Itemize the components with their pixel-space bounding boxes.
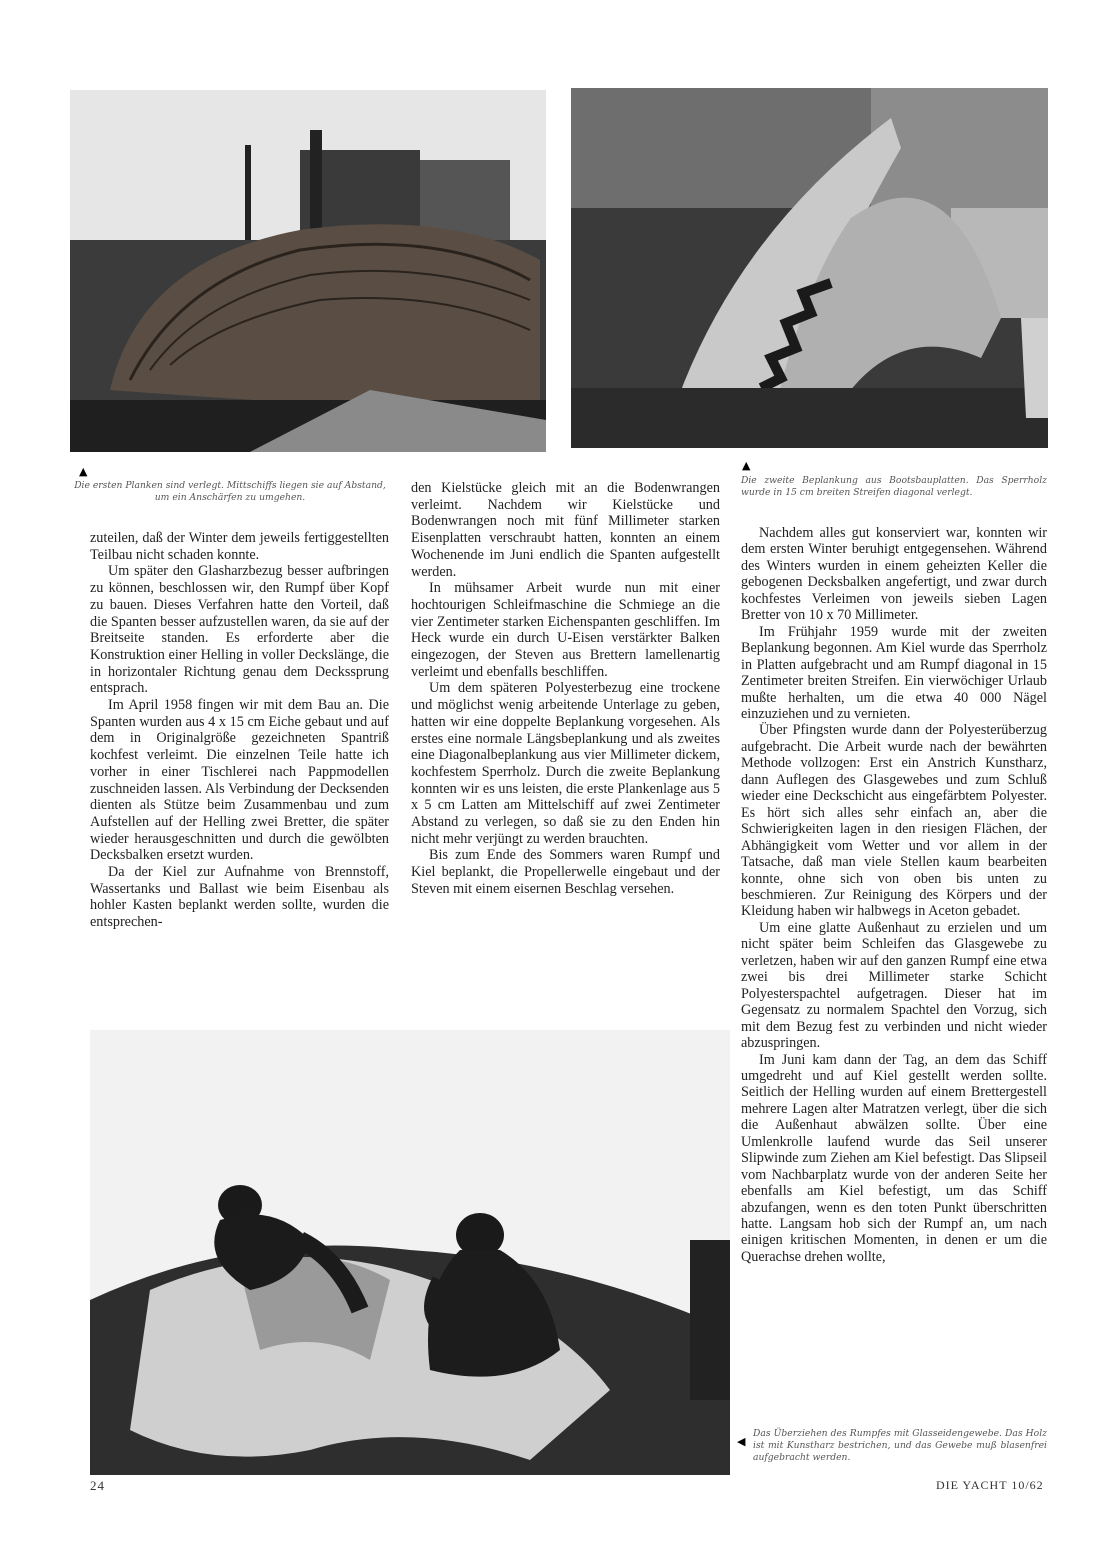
photo-second-planking	[571, 88, 1048, 448]
magazine-issue: DIE YACHT 10/62	[936, 1478, 1044, 1492]
paragraph: Um später den Glasharzbezug besser aufbringen zu können, beschlossen wir, den Rumpf über Kopf zu bauen. Dieses Verfahren hatte den Vorteil, daß die Spanten besser aufzustellen waren, da sie auf der Breitseite standen. Es erforderte aber die Konstruktion einer Helling in voller Deckslänge, die in horizontaler Richtung genau dem Deckssprung entsprach.	[90, 563, 389, 697]
paragraph: den Kielstücke gleich mit an die Bodenwrangen verleimt. Nachdem wir Kielstücke und Bodenwrangen noch mit fünf Millimeter starken Eisenplatten verschraubt hatten, konnten an einem Wochenende im Juni endlich die Spanten aufgestellt werden.	[411, 480, 720, 580]
photo-glass-fabric	[90, 1030, 730, 1475]
paragraph: In mühsamer Arbeit wurde nun mit einer hochtourigen Schleifmaschine die Schmiege an die vier Zentimeter starken Eichenspanten geschliffen. Im Heck wurde ein durch U-Eisen verstärkter Balken eingezogen, der Steven aus Brettern lamellenartig verleimt und ebenfalls beschliffen.	[411, 580, 720, 680]
paragraph: Da der Kiel zur Aufnahme von Brennstoff, Wassertanks und Ballast wie beim Eisenbau als hohler Kasten beplankt werden sollte, wurden die entsprechen-	[90, 864, 389, 931]
paragraph: Im Frühjahr 1959 wurde mit der zweiten Beplankung begonnen. Am Kiel wurde das Sperrholz in Platten aufgebracht und am Rumpf diagonal in 15 Zentimeter breiten Streifen. Ein vierwöchiger Urlaub mußte herhalten, um die etwa 40 000 Nägel einzuziehen und zu vernieten.	[741, 623, 1047, 722]
paragraph: zuteilen, daß der Winter dem jeweils fertiggestellten Teilbau nicht schaden konnte.	[90, 530, 389, 563]
photo-hull-planks	[70, 90, 546, 452]
text-column-2	[411, 480, 720, 898]
paragraph: Über Pfingsten wurde dann der Polyesterüberzug aufgebracht. Die Arbeit wurde nach der bewährten Methode vollzogen: Erst ein Anstrich Kunstharz, dann Auflegen des Glasgewebes und zum Schluß wieder eine Deckschicht aus eingefärbtem Polyester. Es hört sich alles sehr einfach an, aber die Schwierigkeiten lagen in den riesigen Flächen, der Abhängigkeit vom Wetter und vor allem in der Tatsache, daß man viele Stellen kaum bearbeiten konnte, ohne sich von oben bis unten zu beschmieren. Zur Reinigung des Körpers und der Kleidung haben wir halbwegs in Aceton gebadet.	[741, 722, 1047, 920]
photo-caption-2: Die zweite Beplankung aus Bootsbauplatten. Das Sperrholz wurde in 15 cm breiten Streifen diagonal verlegt.	[741, 475, 1047, 498]
text-column-3	[741, 525, 1047, 1265]
paragraph: Um dem späteren Polyesterbezug eine trockene und möglichst wenig arbeitende Unterlage zu geben, hatten wir eine doppelte Beplankung vorgesehen. Als erstes eine normale Längsbeplankung und als zweites eine Diagonalbeplankung aus vier Millimeter dickem, kochfestem Sperrholz. Durch die zweite Beplankung konnten wir es uns leisten, die erste Plankenlage aus 5 x 5 cm Latten am Mittelschiff auf zwei Zentimeter Abstand zu verlegen, so daß sie zu den Enden hin nicht mehr verjüngt zu werden brauchten.	[411, 680, 720, 847]
paragraph: Um eine glatte Außenhaut zu erzielen und um nicht später beim Schleifen das Glasgewebe zu verletzen, haben wir auf den ganzen Rumpf eine etwa zwei bis drei Millimeter starke Schicht Polyesterspachtel aufgetragen. Dieser hat im Gegensatz zu normalem Spachtel den Vorzug, sich mit dem Bezug fest zu verbinden und nicht wieder abzuspringen.	[741, 919, 1047, 1052]
paragraph: Im April 1958 fingen wir mit dem Bau an. Die Spanten wurden aus 4 x 15 cm Eiche gebaut und auf dem in Originalgröße gezeichneten Spantriß kochfest verleimt. Die einzelnen Teile hatte ich vorher in einer Tischlerei nach Pappmodellen zuschneiden lassen. Als Verbindung der Decksenden dienten als Stütze beim Zusammenbau und zum Aufstellen auf der Helling zwei Bretter, die später wieder herausgeschnitten und durch die gewölbten Decksbalken ersetzt wurden.	[90, 697, 389, 864]
caption-marker-3: ◀	[737, 1435, 746, 1448]
text-column-1	[90, 530, 389, 931]
caption-marker-2: ▲	[742, 459, 751, 472]
paragraph: Bis zum Ende des Sommers waren Rumpf und Kiel beplankt, die Propellerwelle eingebaut und der Steven mit einem eisernen Beschlag versehen.	[411, 847, 720, 897]
photo-caption-3: Das Überziehen des Rumpfes mit Glasseidengewebe. Das Holz ist mit Kunstharz bestrichen, und das Gewebe muß blasenfrei aufgebracht werden.	[753, 1428, 1047, 1463]
paragraph: Im Juni kam dann der Tag, an dem das Schiff umgedreht und auf Kiel gestellt werden sollte. Seitlich der Helling wurden auf einem Brettergestell mehrere Lagen alter Matratzen verlegt, über die sich die Außenhaut abwälzen sollte. Über eine Umlenkrolle laufend wurde das Seil unserer Slipwinde zum Ziehen am Kiel befestigt. Das Slipseil vom Nachbarplatz wurde von der anderen Seite her ebenfalls am Kiel befestigt, um das Schiff abzufangen, wenn es den toten Punkt überschritten hatte. Langsam hob sich der Rumpf an, um nach einigen kritischen Momenten, in denen er um die Querachse drehen wollte,	[741, 1051, 1047, 1265]
photo-caption-1: Die ersten Planken sind verlegt. Mittschiffs liegen sie auf Abstand, um ein Anschärfen zu umgehen.	[74, 480, 386, 503]
paragraph: Nachdem alles gut konserviert war, konnten wir dem ersten Winter beruhigt entgegensehen. Während des Winters wurden in einem geheizten Keller die gebogenen Decksbalken angefertigt, und zwar durch kochfestes Verleimen von jeweils sieben Lagen Bretter von 10 x 70 Millimeter.	[741, 525, 1047, 624]
page-number: 24	[90, 1478, 105, 1493]
caption-marker-1: ▲	[79, 465, 88, 478]
